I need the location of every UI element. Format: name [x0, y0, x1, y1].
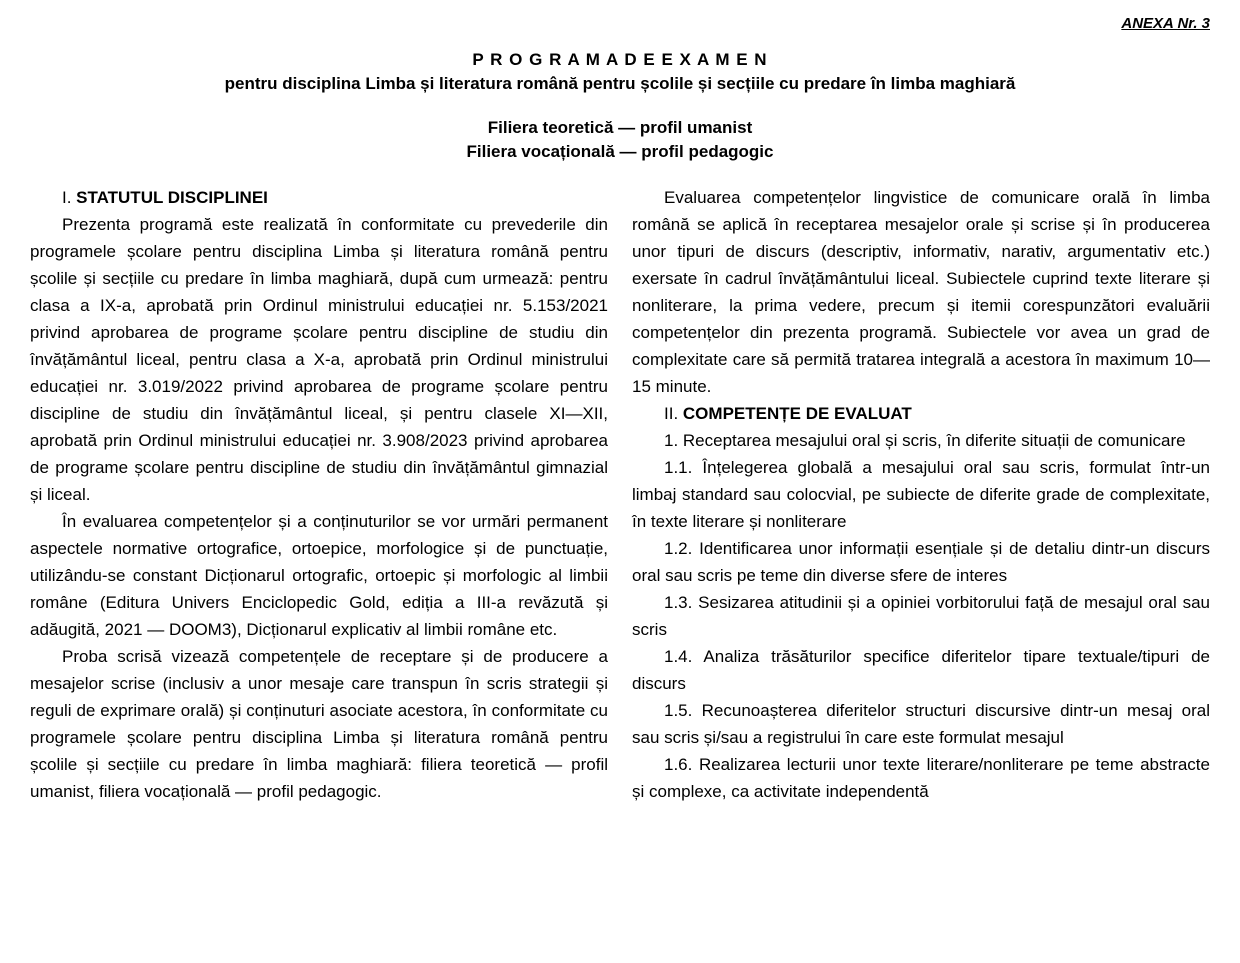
document-subtitle: pentru disciplina Limba și literatura română pentru școlile și secțiile cu predare în limba maghiară [224, 74, 1016, 93]
paragraph: Evaluarea competențelor lingvistice de comunicare orală în limba română se aplică în receptarea mesajelor orale și scrise și în producerea unor tipuri de discurs (descriptiv, informativ, narativ, argumentativ etc.) exersate în cadrul învățământului liceal. Subiectele cuprind texte literare și nonliterare, la prima vedere, precum și itemii corespunzători evaluării competențelor din prezenta programă. Subiectele vor avea un grad de complexitate care să permită tratarea integrală a acestora în maximum 10—15 minute. [632, 188, 1210, 396]
filiera-line-theoretic: Filiera teoretică — profil umanist [487, 118, 753, 137]
annex-label: ANEXA Nr. 3 [1121, 15, 1210, 32]
two-column-body [30, 184, 1210, 805]
section-title: STATUTUL DISCIPLINEI [76, 188, 268, 207]
competence-item: 1.1. Înțelegerea globală a mesajului oral sau scris, formulat într-un limbaj standard sau colocvial, pe subiecte de diferite grade de complexitate, în texte literare și nonliterare [632, 458, 1210, 531]
competence-item: 1.6. Realizarea lecturii unor texte literare/nonliterare pe teme abstracte și complexe, ca activitate independentă [632, 755, 1210, 801]
competence-item: 1. Receptarea mesajului oral și scris, în diferite situații de comunicare [664, 431, 1186, 450]
title-block [30, 48, 1210, 96]
competence-item: 1.3. Sesizarea atitudinii și a opiniei vorbitorului față de mesajul oral sau scris [632, 593, 1210, 639]
filiera-line-vocational: Filiera vocațională — profil pedagogic [466, 142, 774, 161]
filiera-block [30, 116, 1210, 164]
right-column [632, 184, 1210, 805]
competence-item: 1.4. Analiza trăsăturilor specifice diferitelor tipare textuale/tipuri de discurs [632, 647, 1210, 693]
section-number: I. [62, 188, 77, 207]
left-column [30, 184, 608, 805]
paragraph: În evaluarea competențelor și a conținuturilor se vor urmări permanent aspectele normative ortografice, ortoepice, morfologice și de punctuație, utilizându-se constant Dicționarul ortografic, ortoepic și morfologic al limbii române (Editura Univers Enciclopedic Gold, ediția a III-a revăzută și adăugită, 2021 — DOOM3), Dicționarul explicativ al limbii române etc. [30, 512, 608, 639]
section-title: COMPETENȚE DE EVALUAT [682, 404, 912, 423]
document-title: P R O G R A M A D E E X A M E N [472, 50, 768, 69]
paragraph: Prezenta programă este realizată în conformitate cu prevederile din programele școlare pentru disciplina Limba și literatura română pentru școlile și secțiile cu predare în limba maghiară, după cum urmează: pentru clasa a IX-a, aprobată prin Ordinul ministrului educației nr. 5.153/2021 privind aprobarea de programe școlare pentru discipline de studiu din învățământul liceal, pentru clasa a X-a, aprobată prin Ordinul ministrului educației nr. 3.019/2022 privind aprobarea de programe școlare pentru discipline de studiu din învățământul liceal, și pentru clasele XI—XII, aprobată prin Ordinul ministrului educației nr. 3.908/2023 privind aprobarea de programe școlare pentru discipline de studiu din învățământul gimnazial și liceal. [30, 215, 608, 504]
competence-item: 1.2. Identificarea unor informații esențiale și de detaliu dintr-un discurs oral sau scris pe teme din diverse sfere de interes [632, 539, 1210, 585]
section-number: II. [664, 404, 683, 423]
section-heading-competente [632, 400, 1210, 427]
section-heading-statutul [30, 184, 608, 211]
competence-item: 1.5. Recunoașterea diferitelor structuri discursive dintr-un mesaj oral sau scris și/sau a registrului în care este formulat mesajul [632, 701, 1210, 747]
paragraph: Proba scrisă vizează competențele de receptare și de producere a mesajelor scrise (inclusiv a unor mesaje care transpun în scris strategii și reguli de exprimare orală) și conținuturi asociate acestora, în conformitate cu programele școlare pentru disciplina Limba și literatura română pentru școlile și secțiile cu predare în limba maghiară: filiera teoretică — profil umanist, filiera vocațională — profil pedagogic. [30, 647, 608, 801]
